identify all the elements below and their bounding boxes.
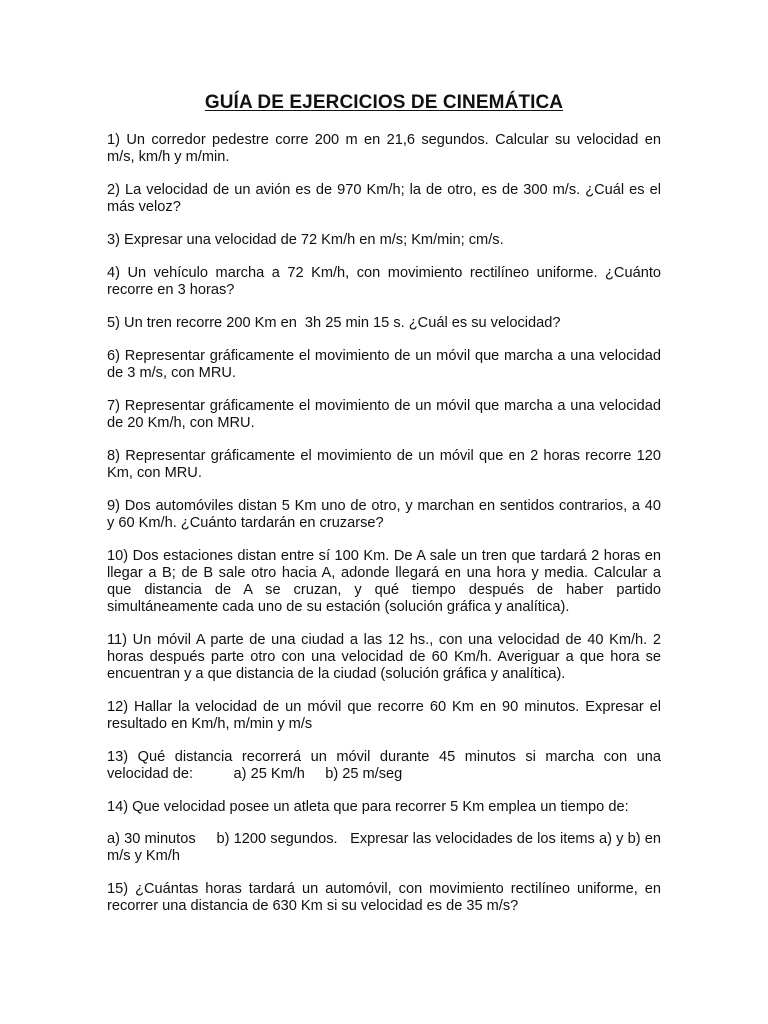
- exercise-14: 14) Que velocidad posee un atleta que para recorrer 5 Km emplea un tiempo de:: [107, 799, 629, 815]
- exercise-13: 13) Qué distancia recorrerá un móvil durante 45 minutos si marcha con una velocidad de: a) 25 Km/h b) 25 m/seg: [107, 749, 666, 782]
- exercise-12: 12) Hallar la velocidad de un móvil que recorre 60 Km en 90 minutos. Expresar el resultado en Km/h, m/min y m/s: [107, 699, 661, 732]
- exercise-3: 3) Expresar una velocidad de 72 Km/h en m/s; Km/min; cm/s.: [107, 232, 504, 248]
- exercise-4: 4) Un vehículo marcha a 72 Km/h, con movimiento rectilíneo uniforme. ¿Cuánto recorre en 3 horas?: [107, 265, 661, 298]
- exercise-11: 11) Un móvil A parte de una ciudad a las 12 hs., con una velocidad de 40 Km/h. 2 horas después parte otro con una velocidad de 60 Km/h. Averiguar a que hora se encuentran y a que distancia de la ciudad (solución gráfica y analítica).: [107, 632, 661, 682]
- exercise-8: 8) Representar gráficamente el movimiento de un móvil que en 2 horas recorre 120 Km, con MRU.: [107, 448, 661, 481]
- exercise-14-items: a) 30 minutos b) 1200 segundos. Expresar las velocidades de los items a) y b) en m/s y Km/h: [107, 831, 666, 864]
- exercise-5: 5) Un tren recorre 200 Km en 3h 25 min 15 s. ¿Cuál es su velocidad?: [107, 315, 561, 331]
- exercise-10: 10) Dos estaciones distan entre sí 100 Km. De A sale un tren que tardará 2 horas en llegar a B; de B sale otro hacia A, adonde llegará en una hora y media. Calcular a que distancia de A se cruzan, y qué tiempo después de haber partido simultáneamente cada uno de su estación (solución gráfica y analítica).: [107, 548, 661, 615]
- exercise-9: 9) Dos automóviles distan 5 Km uno de otro, y marchan en sentidos contrarios, a 40 y 60 Km/h. ¿Cuánto tardarán en cruzarse?: [107, 498, 661, 531]
- exercise-1: 1) Un corredor pedestre corre 200 m en 21,6 segundos. Calcular su velocidad en m/s, km/h y m/min.: [107, 132, 661, 165]
- exercise-list: [107, 132, 666, 931]
- exercise-15: 15) ¿Cuántas horas tardará un automóvil, con movimiento rectilíneo uniforme, en recorrer una distancia de 630 Km si su velocidad es de 35 m/s?: [107, 881, 661, 914]
- exercise-6: 6) Representar gráficamente el movimiento de un móvil que marcha a una velocidad de 3 m/s, con MRU.: [107, 348, 661, 381]
- exercise-2: 2) La velocidad de un avión es de 970 Km/h; la de otro, es de 300 m/s. ¿Cuál es el más veloz?: [107, 182, 661, 215]
- exercise-7: 7) Representar gráficamente el movimiento de un móvil que marcha a una velocidad de 20 Km/h, con MRU.: [107, 398, 661, 431]
- page-title: GUÍA DE EJERCICIOS DE CINEMÁTICA: [204, 92, 564, 113]
